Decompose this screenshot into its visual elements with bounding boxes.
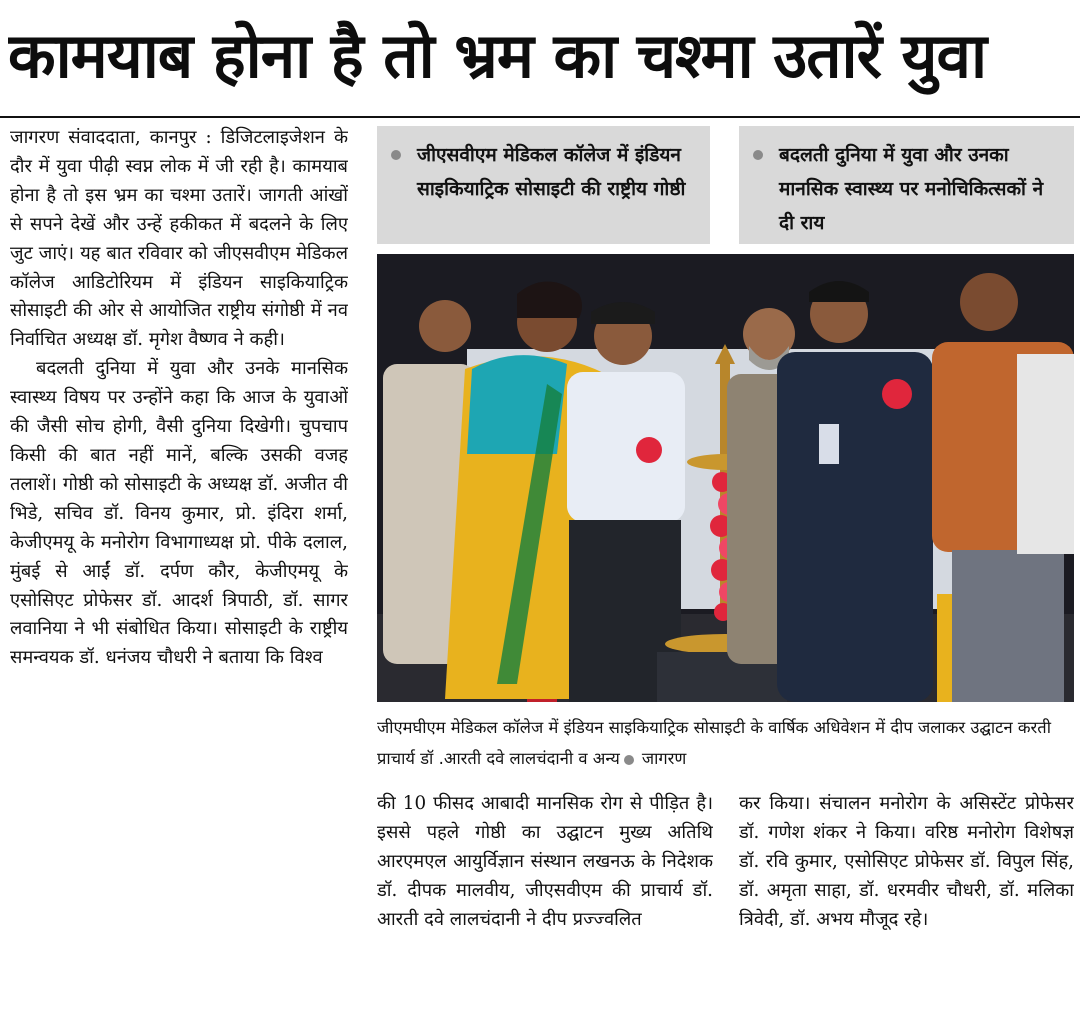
- summary-text-2: बदलती दुनिया में युवा और उनका मानसिक स्वास्थ्य पर मनोचिकित्सकों ने दी राय: [779, 144, 1044, 234]
- headline: कामयाब होना है तो भ्रम का चश्मा उतारें युवा: [8, 19, 987, 92]
- caption-text: जीएमघीएम मेडिकल कॉलेज में इंडियन साइकियाट्रिक सोसाइटी के वार्षिक अधिवेशन में दीप जलाकर उद्घाटन करती प्राचार्य डॉ .आरती दवे लालचंदानी व अन्य: [377, 718, 1051, 768]
- article-paragraph-2: बदलती दुनिया में युवा और उनके मानसिक स्वास्थ्य विषय पर उन्होंने कहा कि आज के युवाओं की जैसी सोच होगी, वैसी दुनिया दिखेगी। चुपचाप किसी की बात नहीं मानें, बल्कि उसकी वजह तलाशें। गोष्ठी को सोसाइटी के अध्यक्ष डॉ. अजीत वी भिडे, सचिव डॉ. विनय कुमार, प्रो. इंदिरा शर्मा, केजीएमयू के मनोरोग विभागाध्यक्ष प्रो. पीके दलाल, मुंबई से आईं डॉ. दर्पण कौर, केजीएमयू के एसोसिएट प्रोफेसर डॉ. आदर्श त्रिपाठी, डॉ. सागर लवानिया ने भी संबोधित किया। सोसाइटी के राष्ट्रीय समन्वयक डॉ. धनंजय चौधरी ने बताया कि विश्व: [10, 358, 348, 669]
- photo-caption: [377, 712, 1074, 774]
- photo-illustration: [377, 254, 1074, 702]
- article-column-3: [739, 790, 1074, 1004]
- article-column-1: [10, 124, 348, 1004]
- article-column-2: [377, 790, 713, 1004]
- bullet-icon: [753, 150, 763, 160]
- article-paragraph-4: कर किया। संचालन मनोरोग के असिस्टेंट प्रोफेसर डॉ. गणेश शंकर ने किया। वरिष्ठ मनोरोग विशेषज्ञ डॉ. रवि कुमार, एसोसिएट प्रोफेसर डॉ. विपुल सिंह, डॉ. अमृता साहा, डॉ. धरमवीर चौधरी, डॉ. मलिका त्रिवेदी, डॉ. अभय मौजूद रहे।: [739, 793, 1074, 930]
- summary-box-1: [377, 126, 710, 244]
- summary-box-2: [739, 126, 1074, 244]
- bullet-icon: [391, 150, 401, 160]
- article-paragraph-1: जागरण संवाददाता, कानपुर : डिजिटलाइजेशन के दौर में युवा पीढ़ी स्वप्न लोक में जी रही है। कामयाब होना है तो इस भ्रम का चश्मा उतारें। जागती आंखों से सपने देखें और उन्हें हकीकत में बदलने के लिए जुट जाएं। यह बात रविवार को जीएसवीएम मेडिकल कॉलेज आडिटोरियम में इंडियन साइकियाट्रिक सोसाइटी की ओर से आयोजित राष्ट्रीय संगोष्ठी में नव निर्वाचित अध्यक्ष डॉ. मृगेश वैष्णव ने कही।: [10, 127, 348, 351]
- summary-text-1: जीएसवीएम मेडिकल कॉलेज में इंडियन साइकियाट्रिक सोसाइटी की राष्ट्रीय गोष्ठी: [417, 144, 686, 200]
- caption-credit: जागरण: [641, 749, 687, 768]
- bullet-icon: [624, 755, 634, 765]
- news-photo: [377, 254, 1074, 702]
- article-paragraph-3: की 10 फीसद आबादी मानसिक रोग से पीड़ित है। इससे पहले गोष्ठी का उद्घाटन मुख्य अतिथि आरएमएल आयुर्विज्ञान संस्थान लखनऊ के निदेशक डॉ. दीपक मालवीय, जीएसवीएम की प्राचार्य डॉ. आरती दवे लालचंदानी ने दीप प्रज्ज्वलित: [377, 793, 713, 930]
- headline-rule: [0, 116, 1080, 118]
